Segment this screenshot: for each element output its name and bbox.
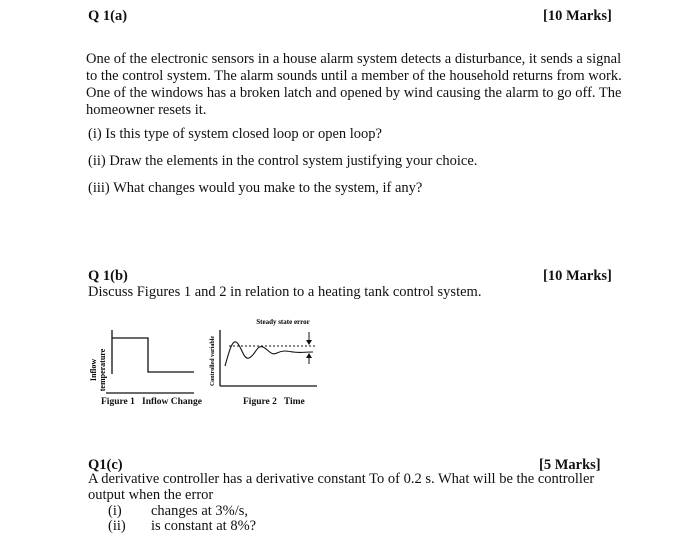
figure1-caption-num: Figure 1 [101, 397, 135, 407]
figure2-arrowhead-up [306, 353, 312, 358]
figure-2 [205, 314, 325, 396]
q1c-item-i-num: (i) [108, 503, 122, 519]
figure2-caption-text: Time [283, 397, 305, 407]
figure2-arrowhead-down [306, 340, 312, 345]
q1a-paragraph: One of the electronic sensors in a house alarm system detects a disturbance, it sends a signal to the control system. The alarm sounds until a member of the household returns from work. One of the windows has a broken latch and opened by wind causing the alarm to go off. The homeowner resets it. [86, 51, 622, 118]
figure2-caption [243, 397, 305, 407]
q1b-text: Discuss Figures 1 and 2 in relation to a heating tank control system. [88, 284, 482, 300]
figure2-ylabel: Controlled variable [210, 335, 216, 387]
figure2-response-curve [225, 342, 313, 366]
figure2-caption-num: Figure 2 [243, 397, 277, 407]
q1c-heading: Q1(c) [88, 457, 123, 473]
q1a-marks: [10 Marks] [543, 8, 612, 24]
q1a-question-ii: (ii) Draw the elements in the control system justifying your choice. [88, 153, 478, 169]
q1c-item-ii-num: (ii) [108, 518, 126, 534]
q1c-text-line2: output when the error [88, 487, 214, 503]
figure1-ylabel-line1: Inflow [89, 358, 98, 382]
figure1-caption-text: Inflow Change [142, 397, 202, 407]
q1b-heading: Q 1(b) [88, 268, 128, 284]
figure1-caption [101, 397, 202, 407]
q1c-item-i-text: changes at 3%/s, [151, 503, 249, 519]
q1a-question-i: (i) Is this type of system closed loop or open loop? [88, 126, 382, 142]
q1c-text-line1: A derivative controller has a derivative constant To of 0.2 s. What will be the controller [88, 471, 595, 487]
q1c-marks: [5 Marks] [539, 457, 601, 473]
figure1-step-curve [112, 338, 194, 372]
q1a-question-iii: (iii) What changes would you make to the system, if any? [88, 180, 423, 196]
q1c-item-ii-text: is constant at 8%? [151, 518, 257, 534]
figure2-title: Steady state error [256, 318, 310, 326]
q1a-heading: Q 1(a) [88, 8, 128, 24]
figure1-ylabel-line2: temperature [98, 348, 107, 392]
q1b-marks: [10 Marks] [543, 268, 612, 284]
